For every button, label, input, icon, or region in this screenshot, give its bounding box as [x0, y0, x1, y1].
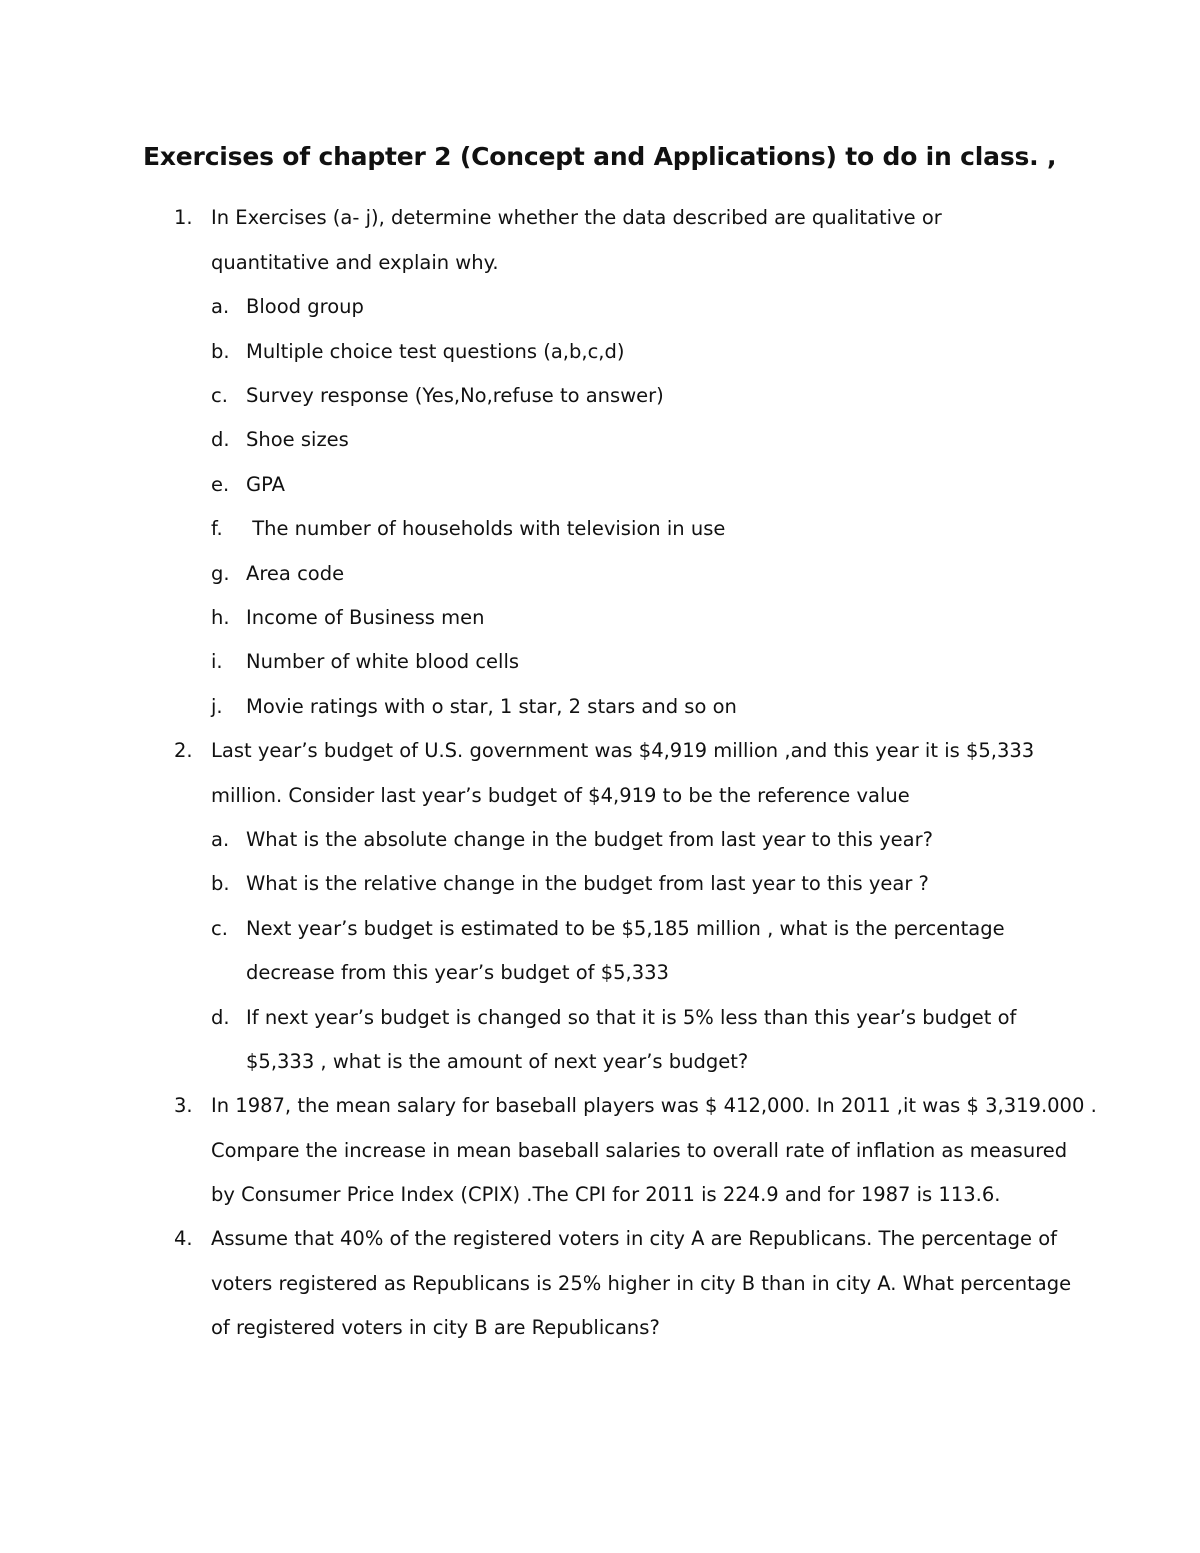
item-letter: b.	[211, 340, 230, 363]
question-text-line: million. Consider last year’s budget of $4,919 to be the reference value	[211, 784, 910, 807]
page-title: Exercises of chapter 2 (Concept and Applications) to do in class. ,	[143, 142, 1057, 171]
question-text-line: voters registered as Republicans is 25% higher in city B than in city A. What percentage	[211, 1272, 1072, 1295]
item-text: What is the absolute change in the budget from last year to this year?	[246, 828, 933, 851]
item-text: Movie ratings with o star, 1 star, 2 stars and so on	[246, 695, 737, 718]
item-letter: d.	[211, 1006, 230, 1029]
item-text: Area code	[246, 562, 345, 585]
item-letter: b.	[211, 872, 230, 895]
item-text: If next year’s budget is changed so that it is 5% less than this year’s budget of	[246, 1006, 1017, 1029]
question-text-line: quantitative and explain why.	[211, 251, 499, 274]
item-letter: j.	[211, 695, 223, 718]
question-text-line: of registered voters in city B are Republicans?	[211, 1316, 660, 1339]
item-text: Number of white blood cells	[246, 650, 520, 673]
item-text: Blood group	[246, 295, 364, 318]
item-text: Income of Business men	[246, 606, 485, 629]
item-letter: d.	[211, 428, 230, 451]
item-text: Next year’s budget is estimated to be $5,185 million , what is the percentage	[246, 917, 1005, 940]
item-letter: a.	[211, 295, 230, 318]
item-letter: c.	[211, 384, 228, 407]
question-number: 2.	[174, 739, 193, 762]
item-text: decrease from this year’s budget of $5,333	[246, 961, 669, 984]
question-text-line: In 1987, the mean salary for baseball players was $ 412,000. In 2011 ,it was $ 3,319.000 .	[211, 1094, 1097, 1117]
item-text: What is the relative change in the budget from last year to this year ?	[246, 872, 929, 895]
question-number: 3.	[174, 1094, 193, 1117]
question-number: 1.	[174, 206, 193, 229]
item-letter: i.	[211, 650, 223, 673]
item-letter: c.	[211, 917, 228, 940]
item-text: The number of households with television in use	[246, 517, 726, 540]
question-text-line: Compare the increase in mean baseball salaries to overall rate of inflation as measured	[211, 1139, 1068, 1162]
item-letter: g.	[211, 562, 230, 585]
question-number: 4.	[174, 1227, 193, 1250]
question-text-line: Assume that 40% of the registered voters in city A are Republicans. The percentage of	[211, 1227, 1058, 1250]
question-text-line: by Consumer Price Index (CPIX) .The CPI for 2011 is 224.9 and for 1987 is 113.6.	[211, 1183, 1001, 1206]
item-letter: e.	[211, 473, 230, 496]
item-letter: h.	[211, 606, 230, 629]
question-text-line: In Exercises (a- j), determine whether the data described are qualitative or	[211, 206, 942, 229]
item-text: Multiple choice test questions (a,b,c,d)	[246, 340, 625, 363]
item-letter: a.	[211, 828, 230, 851]
item-text: GPA	[246, 473, 285, 496]
question-text-line: Last year’s budget of U.S. government was $4,919 million ,and this year it is $5,333	[211, 739, 1035, 762]
item-letter: f.	[211, 517, 223, 540]
item-text: Survey response (Yes,No,refuse to answer)	[246, 384, 664, 407]
item-text: $5,333 , what is the amount of next year’s budget?	[246, 1050, 749, 1073]
item-text: Shoe sizes	[246, 428, 349, 451]
